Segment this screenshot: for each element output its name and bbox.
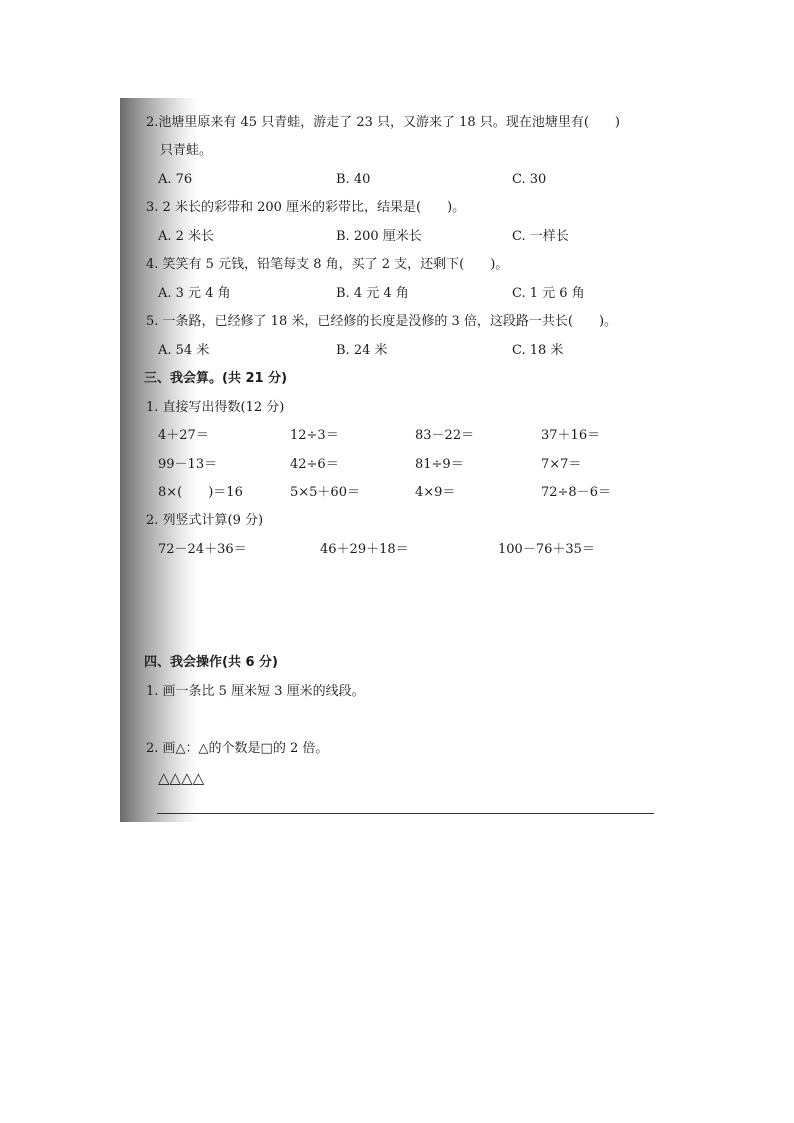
question-3-option-a: A. 2 米长 [158,229,215,244]
question-5-option-a: A. 54 米 [158,343,210,358]
calc-item: 99－13＝ [158,457,218,472]
calc-item: 12÷3＝ [290,428,339,443]
question-4-option-b: B. 4 元 4 角 [336,286,409,301]
section-4-question-1: 1. 画一条比 5 厘米短 3 厘米的线段。 [146,684,365,699]
calc-item: 7×7＝ [541,457,582,472]
question-4-option-a: A. 3 元 4 角 [158,286,231,301]
question-5-text: 5. 一条路，已经修了 18 米，已经修的长度是没修的 3 倍，这段路一共长( )。 [146,314,618,329]
question-4-text: 4. 笑笑有 5 元钱，铅笔每支 8 角，买了 2 支，还剩下( )。 [146,257,509,272]
calc-item: 37＋16＝ [541,428,601,443]
question-2-text-cont: 只青蛙。 [160,143,213,158]
bottom-rule [157,813,654,814]
triangles-row: △△△△ [158,769,205,787]
question-5-option-c: C. 18 米 [512,343,564,358]
vertical-calc-item: 100－76＋35＝ [498,542,595,557]
calc-item: 4×9＝ [415,485,456,500]
calc-item: 4＋27＝ [158,428,209,443]
vertical-calc-item: 72－24＋36＝ [158,542,247,557]
calc-item: 81÷9＝ [415,457,464,472]
calc-item: 72÷8－6＝ [541,485,611,500]
section-3-sub-2: 2. 列竖式计算(9 分) [146,513,264,528]
question-2-option-a: A. 76 [158,172,193,187]
calc-item: 5×5＋60＝ [290,485,360,500]
calc-item: 83－22＝ [415,428,475,443]
vertical-calc-item: 46＋29＋18＝ [320,542,409,557]
question-5-option-b: B. 24 米 [336,343,388,358]
calc-item: 42÷6＝ [290,457,339,472]
question-4-option-c: C. 1 元 6 角 [512,286,585,301]
question-3-option-c: C. 一样长 [512,229,569,244]
question-3-option-b: B. 200 厘米长 [336,229,422,244]
calc-item: 8×( )＝16 [158,485,243,500]
section-4-heading: 四、我会操作(共 6 分) [144,655,278,670]
question-2-option-c: C. 30 [512,172,547,187]
section-4-question-2: 2. 画△：△的个数是□的 2 倍。 [146,741,329,756]
section-3-sub-1: 1. 直接写出得数(12 分) [146,400,285,415]
question-3-text: 3. 2 米长的彩带和 200 厘米的彩带比，结果是( )。 [146,200,466,215]
section-3-heading: 三、我会算。(共 21 分) [144,371,288,386]
question-2-option-b: B. 40 [336,172,371,187]
question-2-text: 2.池塘里原来有 45 只青蛙，游走了 23 只，又游来了 18 只。现在池塘里有( ) [146,115,620,130]
